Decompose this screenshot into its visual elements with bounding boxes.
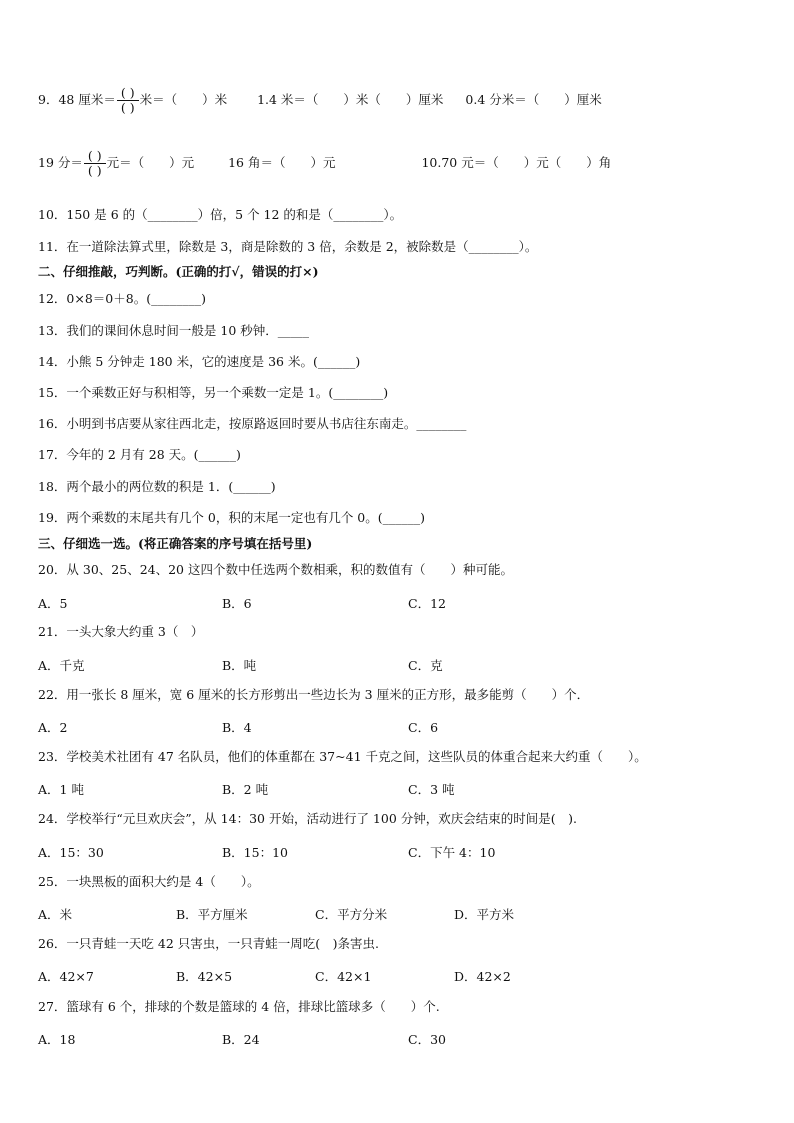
option-c[interactable]: C．30: [408, 1032, 446, 1047]
question-22: 22．用一张长 8 厘米，宽 6 厘米的长方形剪出一些边长为 3 厘米的正方形，最多能剪（ ）个．: [38, 687, 590, 702]
question-23: 23．学校美术社团有 47 名队员，他们的体重都在 37~41 千克之间，这些队员的体重合起来大约重（ ）。: [38, 749, 647, 764]
option-a[interactable]: A．15：30: [38, 845, 104, 860]
option-a[interactable]: A．18: [38, 1032, 76, 1047]
q9-row1-fraction: [117, 86, 139, 115]
question-14: 14．小熊 5 分钟走 180 米，它的速度是 36 米。(______): [38, 354, 361, 369]
q9-row2-prefix: 19 分＝: [38, 155, 83, 170]
question-27: 27．篮球有 6 个，排球的个数是篮球的 4 倍，排球比篮球多（ ）个.: [38, 999, 440, 1014]
option-c[interactable]: C．3 吨: [408, 782, 455, 797]
q9-row2-part3: 10.70 元＝（ ）元（ ）角: [421, 155, 612, 170]
option-a[interactable]: A．米: [38, 907, 73, 922]
q9-row1-prefix: 9．48 厘米＝: [38, 92, 116, 107]
question-19: 19．两个乘数的末尾共有几个 0，积的末尾一定也有几个 0。(______): [38, 510, 426, 525]
q9-row1: [38, 86, 602, 115]
option-d[interactable]: D．平方米: [454, 907, 515, 922]
option-a[interactable]: A．1 吨: [38, 782, 84, 797]
question-17: 17．今年的 2 月有 28 天。(______): [38, 447, 241, 462]
option-c[interactable]: C．下午 4：10: [408, 845, 496, 860]
question-18: 18．两个最小的两位数的积是 1．(______): [38, 479, 276, 494]
question-26: 26．一只青蛙一天吃 42 只害虫，一只青蛙一周吃( )条害虫.: [38, 936, 379, 951]
q9-row2-part2: 16 角＝（ ）元: [228, 155, 336, 170]
option-c[interactable]: C．12: [408, 596, 446, 611]
question-20: 20．从 30、25、24、20 这四个数中任选两个数相乘，积的数值有（ ）种可能。: [38, 562, 513, 577]
option-d[interactable]: D．42×2: [454, 969, 511, 984]
q9-row1-part3: 0.4 分米＝（ ）厘米: [465, 92, 602, 107]
fraction-denominator-blank[interactable]: ( ): [120, 100, 135, 115]
option-b[interactable]: B．2 吨: [222, 782, 269, 797]
q9-row2-after-fraction: 元＝（ ）元: [106, 155, 195, 170]
option-b[interactable]: B．24: [222, 1032, 260, 1047]
q9-row2-fraction: [84, 149, 106, 178]
fraction-denominator-blank[interactable]: ( ): [87, 163, 102, 178]
option-c[interactable]: C．6: [408, 720, 439, 735]
option-a[interactable]: A．2: [38, 720, 68, 735]
question-13: 13．我们的课间休息时间一般是 10 秒钟．_____: [38, 323, 310, 338]
question-12: 12．0×8＝0＋8。(________): [38, 291, 206, 306]
option-a[interactable]: A．5: [38, 596, 68, 611]
option-b[interactable]: B．6: [222, 596, 252, 611]
option-a[interactable]: A．42×7: [38, 969, 94, 984]
question-10: 10．150 是 6 的（________）倍，5 个 12 的和是（________）。: [38, 207, 403, 222]
option-c[interactable]: C．平方分米: [315, 907, 388, 922]
section-heading-choose: 三、仔细选一选。(将正确答案的序号填在括号里): [38, 536, 313, 551]
option-b[interactable]: B．15：10: [222, 845, 288, 860]
question-21: 21．一头大象大约重 3（ ）: [38, 624, 204, 639]
section-heading-judge: 二、仔细推敲，巧判断。(正确的打√，错误的打×): [38, 264, 319, 279]
fraction-numerator-blank[interactable]: ( ): [84, 149, 106, 164]
option-b[interactable]: B．4: [222, 720, 252, 735]
option-b[interactable]: B．平方厘米: [176, 907, 248, 922]
question-25: 25．一块黑板的面积大约是 4（ ）。: [38, 874, 260, 889]
q9-row2: [38, 149, 611, 178]
option-c[interactable]: C．42×1: [315, 969, 372, 984]
question-15: 15．一个乘数正好与积相等，另一个乘数一定是 1。(________): [38, 385, 389, 400]
option-a[interactable]: A．千克: [38, 658, 85, 673]
question-11: 11．在一道除法算式里，除数是 3，商是除数的 3 倍，余数是 2，被除数是（________）。: [38, 239, 538, 254]
q9-row1-after-fraction: 米＝（ ）米: [139, 92, 228, 107]
question-24: 24．学校举行“元旦欢庆会”，从 14：30 开始，活动进行了 100 分钟，欢庆会结束的时间是( ).: [38, 811, 577, 826]
option-b[interactable]: B．吨: [222, 658, 257, 673]
fraction-numerator-blank[interactable]: ( ): [117, 86, 139, 101]
q9-row1-part2: 1.4 米＝（ ）米（ ）厘米: [257, 92, 444, 107]
option-c[interactable]: C．克: [408, 658, 443, 673]
question-16: 16．小明到书店要从家往西北走，按原路返回时要从书店往东南走。________: [38, 416, 467, 431]
option-b[interactable]: B．42×5: [176, 969, 233, 984]
